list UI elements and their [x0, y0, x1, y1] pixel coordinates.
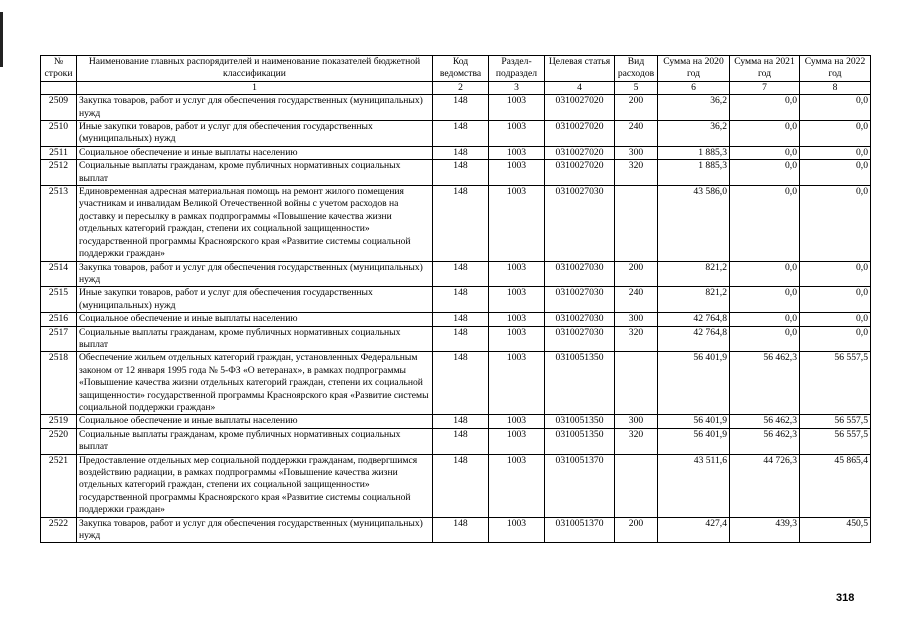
row-exp-type: 320 [615, 326, 658, 352]
row-dept-code: 148 [433, 326, 489, 352]
row-name: Иные закупки товаров, работ и услуг для обеспечения государственных (муниципальных) нужд [77, 121, 433, 147]
row-sum-2020: 56 401,9 [658, 428, 730, 454]
row-number: 2515 [41, 287, 77, 313]
row-sum-2020: 821,2 [658, 261, 730, 287]
table-row [41, 160, 871, 186]
row-name: Социальное обеспечение и иные выплаты населению [77, 146, 433, 159]
row-dept-code: 148 [433, 261, 489, 287]
row-number: 2514 [41, 261, 77, 287]
column-index: 7 [730, 81, 800, 94]
row-number: 2519 [41, 415, 77, 428]
table-row [41, 454, 871, 517]
header-exp-type: Вид расходов [615, 56, 658, 82]
row-sum-2021: 0,0 [730, 160, 800, 186]
row-sum-2020: 42 764,8 [658, 326, 730, 352]
row-exp-type: 240 [615, 121, 658, 147]
row-target: 0310027030 [545, 326, 615, 352]
column-index: 8 [800, 81, 871, 94]
header-target: Целевая статья [545, 56, 615, 82]
row-sum-2022: 450,5 [800, 517, 871, 543]
row-name: Социальные выплаты гражданам, кроме публичных нормативных социальных выплат [77, 326, 433, 352]
table-row [41, 313, 871, 326]
row-section: 1003 [489, 454, 545, 517]
row-sum-2021: 0,0 [730, 186, 800, 261]
row-section: 1003 [489, 428, 545, 454]
row-sum-2022: 0,0 [800, 313, 871, 326]
row-sum-2020: 1 885,3 [658, 146, 730, 159]
table-row [41, 352, 871, 415]
row-name: Закупка товаров, работ и услуг для обеспечения государственных (муниципальных) нужд [77, 517, 433, 543]
row-sum-2022: 0,0 [800, 95, 871, 121]
row-sum-2021: 0,0 [730, 95, 800, 121]
row-target: 0310027020 [545, 160, 615, 186]
table-row [41, 121, 871, 147]
row-section: 1003 [489, 186, 545, 261]
row-target: 0310027030 [545, 186, 615, 261]
row-exp-type: 200 [615, 95, 658, 121]
row-exp-type [615, 186, 658, 261]
row-sum-2020: 821,2 [658, 287, 730, 313]
row-number: 2518 [41, 352, 77, 415]
row-number: 2510 [41, 121, 77, 147]
row-sum-2021: 56 462,3 [730, 415, 800, 428]
column-index: 5 [615, 81, 658, 94]
table-row [41, 326, 871, 352]
row-number: 2521 [41, 454, 77, 517]
column-index [41, 81, 77, 94]
row-sum-2021: 44 726,3 [730, 454, 800, 517]
column-index-row [41, 81, 871, 94]
row-sum-2021: 0,0 [730, 121, 800, 147]
column-index: 4 [545, 81, 615, 94]
row-sum-2020: 1 885,3 [658, 160, 730, 186]
row-sum-2020: 56 401,9 [658, 352, 730, 415]
row-section: 1003 [489, 95, 545, 121]
row-exp-type: 320 [615, 160, 658, 186]
row-dept-code: 148 [433, 160, 489, 186]
row-dept-code: 148 [433, 415, 489, 428]
row-dept-code: 148 [433, 352, 489, 415]
row-number: 2512 [41, 160, 77, 186]
row-sum-2021: 0,0 [730, 261, 800, 287]
table-row [41, 287, 871, 313]
table-header-row [41, 56, 871, 82]
row-sum-2022: 56 557,5 [800, 415, 871, 428]
row-sum-2022: 0,0 [800, 146, 871, 159]
binding-mark [0, 12, 3, 67]
row-target: 0310027030 [545, 313, 615, 326]
row-name: Социальное обеспечение и иные выплаты населению [77, 313, 433, 326]
row-dept-code: 148 [433, 146, 489, 159]
row-section: 1003 [489, 146, 545, 159]
row-dept-code: 148 [433, 186, 489, 261]
row-sum-2022: 0,0 [800, 326, 871, 352]
row-sum-2021: 0,0 [730, 287, 800, 313]
row-name: Социальные выплаты гражданам, кроме публичных нормативных социальных выплат [77, 428, 433, 454]
row-sum-2021: 56 462,3 [730, 352, 800, 415]
table-row [41, 186, 871, 261]
row-sum-2022: 56 557,5 [800, 352, 871, 415]
row-section: 1003 [489, 517, 545, 543]
row-section: 1003 [489, 415, 545, 428]
column-index: 1 [77, 81, 433, 94]
row-sum-2022: 45 865,4 [800, 454, 871, 517]
table-row [41, 95, 871, 121]
row-dept-code: 148 [433, 454, 489, 517]
row-target: 0310051350 [545, 415, 615, 428]
row-number: 2520 [41, 428, 77, 454]
row-exp-type [615, 352, 658, 415]
row-section: 1003 [489, 121, 545, 147]
row-dept-code: 148 [433, 313, 489, 326]
row-section: 1003 [489, 313, 545, 326]
row-exp-type: 300 [615, 313, 658, 326]
row-dept-code: 148 [433, 428, 489, 454]
row-number: 2513 [41, 186, 77, 261]
row-sum-2022: 0,0 [800, 261, 871, 287]
table-row [41, 517, 871, 543]
header-section: Раздел-подраздел [489, 56, 545, 82]
row-target: 0310027020 [545, 121, 615, 147]
row-dept-code: 148 [433, 287, 489, 313]
row-sum-2021: 56 462,3 [730, 428, 800, 454]
header-sum-2022: Сумма на 2022 год [800, 56, 871, 82]
row-sum-2020: 43 511,6 [658, 454, 730, 517]
row-target: 0310027020 [545, 95, 615, 121]
row-sum-2021: 0,0 [730, 313, 800, 326]
row-dept-code: 148 [433, 121, 489, 147]
row-sum-2022: 56 557,5 [800, 428, 871, 454]
row-sum-2021: 439,3 [730, 517, 800, 543]
table-row [41, 261, 871, 287]
column-index: 6 [658, 81, 730, 94]
row-number: 2511 [41, 146, 77, 159]
row-section: 1003 [489, 352, 545, 415]
table-row [41, 428, 871, 454]
row-name: Предоставление отдельных мер социальной поддержки гражданам, подвергшимся воздействию радиации, в рамках подпрограммы «Повышение качества жизни отдельных категорий граждан, степени их социальной защищенности» государственной программы Красноярского края «Развитие системы социальной поддержки граждан» [77, 454, 433, 517]
row-sum-2022: 0,0 [800, 121, 871, 147]
header-dept-code: Код ведомства [433, 56, 489, 82]
row-number: 2522 [41, 517, 77, 543]
row-sum-2020: 56 401,9 [658, 415, 730, 428]
row-name: Закупка товаров, работ и услуг для обеспечения государственных (муниципальных) нужд [77, 261, 433, 287]
row-name: Закупка товаров, работ и услуг для обеспечения государственных (муниципальных) нужд [77, 95, 433, 121]
row-sum-2020: 36,2 [658, 121, 730, 147]
row-target: 0310027020 [545, 146, 615, 159]
row-number: 2509 [41, 95, 77, 121]
row-section: 1003 [489, 287, 545, 313]
table-row [41, 146, 871, 159]
row-sum-2022: 0,0 [800, 287, 871, 313]
header-sum-2020: Сумма на 2020 год [658, 56, 730, 82]
row-name: Социальное обеспечение и иные выплаты населению [77, 415, 433, 428]
header-name: Наименование главных распорядителей и наименование показателей бюджетной классификации [77, 56, 433, 82]
table-body [41, 95, 871, 543]
row-target: 0310027030 [545, 261, 615, 287]
page-number: 318 [836, 592, 855, 604]
row-dept-code: 148 [433, 95, 489, 121]
row-target: 0310051350 [545, 428, 615, 454]
column-index: 3 [489, 81, 545, 94]
row-target: 0310027030 [545, 287, 615, 313]
row-exp-type [615, 454, 658, 517]
header-row-no: № строки [41, 56, 77, 82]
row-exp-type: 300 [615, 146, 658, 159]
row-exp-type: 200 [615, 517, 658, 543]
row-section: 1003 [489, 261, 545, 287]
row-sum-2021: 0,0 [730, 326, 800, 352]
row-section: 1003 [489, 160, 545, 186]
row-sum-2020: 427,4 [658, 517, 730, 543]
row-number: 2516 [41, 313, 77, 326]
row-name: Иные закупки товаров, работ и услуг для обеспечения государственных (муниципальных) нужд [77, 287, 433, 313]
row-section: 1003 [489, 326, 545, 352]
row-number: 2517 [41, 326, 77, 352]
row-sum-2022: 0,0 [800, 186, 871, 261]
row-sum-2020: 43 586,0 [658, 186, 730, 261]
row-sum-2021: 0,0 [730, 146, 800, 159]
header-sum-2021: Сумма на 2021 год [730, 56, 800, 82]
row-name: Социальные выплаты гражданам, кроме публичных нормативных социальных выплат [77, 160, 433, 186]
column-index: 2 [433, 81, 489, 94]
row-name: Обеспечение жильем отдельных категорий граждан, установленных Федеральным законом от 12 января 1995 года № 5-ФЗ «О ветеранах», в рамках подпрограммы «Повышение качества жизни отдельных категорий граждан, степени их социальной защищенности» государственной программы Красноярского края «Развитие системы социальной поддержки граждан» [77, 352, 433, 415]
row-exp-type: 300 [615, 415, 658, 428]
row-sum-2020: 42 764,8 [658, 313, 730, 326]
row-exp-type: 320 [615, 428, 658, 454]
row-target: 0310051350 [545, 352, 615, 415]
row-target: 0310051370 [545, 517, 615, 543]
row-name: Единовременная адресная материальная помощь на ремонт жилого помещения участникам и инвалидам Великой Отечественной войны с учетом расходов на доставку и пересылку в рамках подпрограммы «Повышение качества жизни отдельных категорий граждан, степени их социальной защищенности» государственной программы Красноярского края «Развитие системы социальной поддержки граждан» [77, 186, 433, 261]
budget-table [40, 55, 871, 543]
row-exp-type: 240 [615, 287, 658, 313]
row-dept-code: 148 [433, 517, 489, 543]
table-row [41, 415, 871, 428]
row-exp-type: 200 [615, 261, 658, 287]
row-sum-2020: 36,2 [658, 95, 730, 121]
row-sum-2022: 0,0 [800, 160, 871, 186]
row-target: 0310051370 [545, 454, 615, 517]
